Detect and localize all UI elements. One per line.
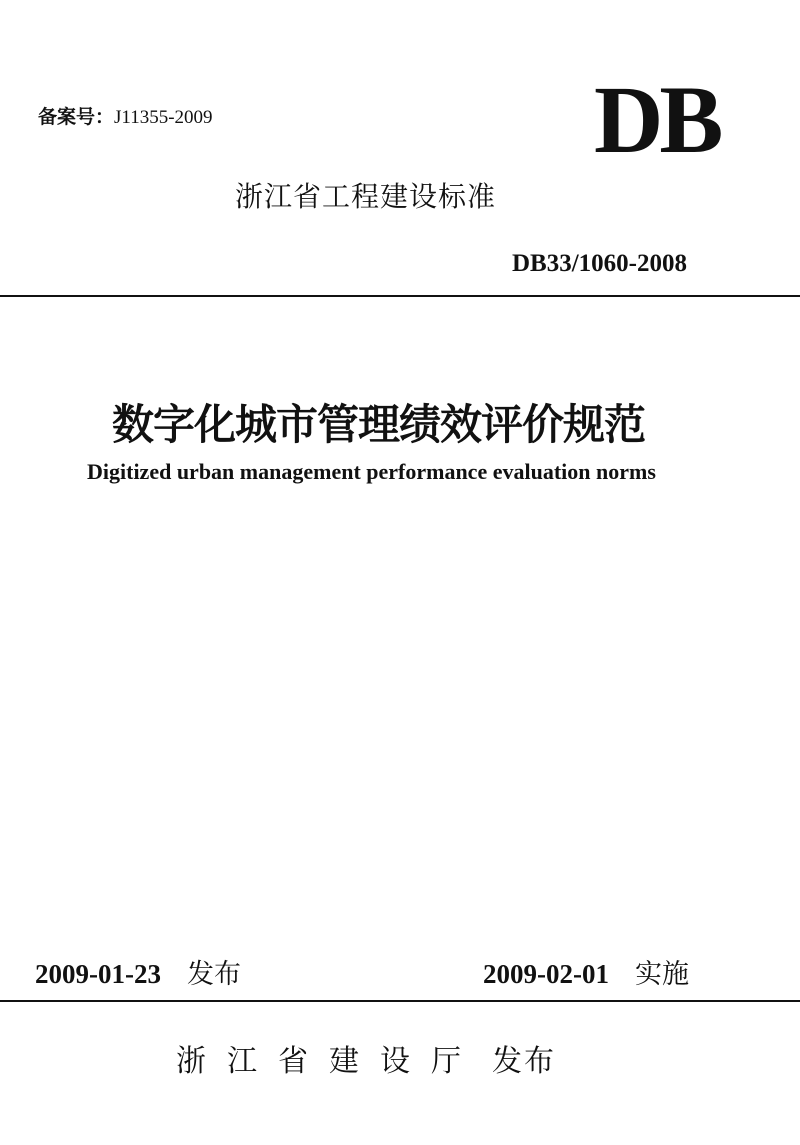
implement-date: 2009-02-01 [483, 959, 609, 989]
publisher-label: 发布 [492, 1044, 556, 1079]
record-number-label: 备案号： [38, 106, 115, 128]
issue-date: 2009-01-23 [35, 959, 161, 989]
standard-code: DB33/1060-2008 [512, 250, 687, 277]
publisher-block [176, 1036, 556, 1080]
record-number [38, 102, 213, 129]
implement-label: 实施 [634, 959, 689, 990]
issue-date-block [35, 952, 241, 991]
bottom-divider [0, 1000, 800, 1002]
standard-category: 浙江省工程建设标准 [235, 180, 497, 213]
title-english: Digitized urban management performance evaluation norms [87, 459, 656, 484]
implement-date-block [483, 952, 689, 991]
publisher-name: 浙江省建设厅 [176, 1044, 482, 1079]
db-logo: DB [594, 66, 720, 173]
record-number-value: J11355-2009 [114, 107, 213, 128]
title-chinese: 数字化城市管理绩效评价规范 [112, 400, 646, 449]
top-divider [0, 295, 800, 297]
issue-label: 发布 [186, 959, 241, 990]
